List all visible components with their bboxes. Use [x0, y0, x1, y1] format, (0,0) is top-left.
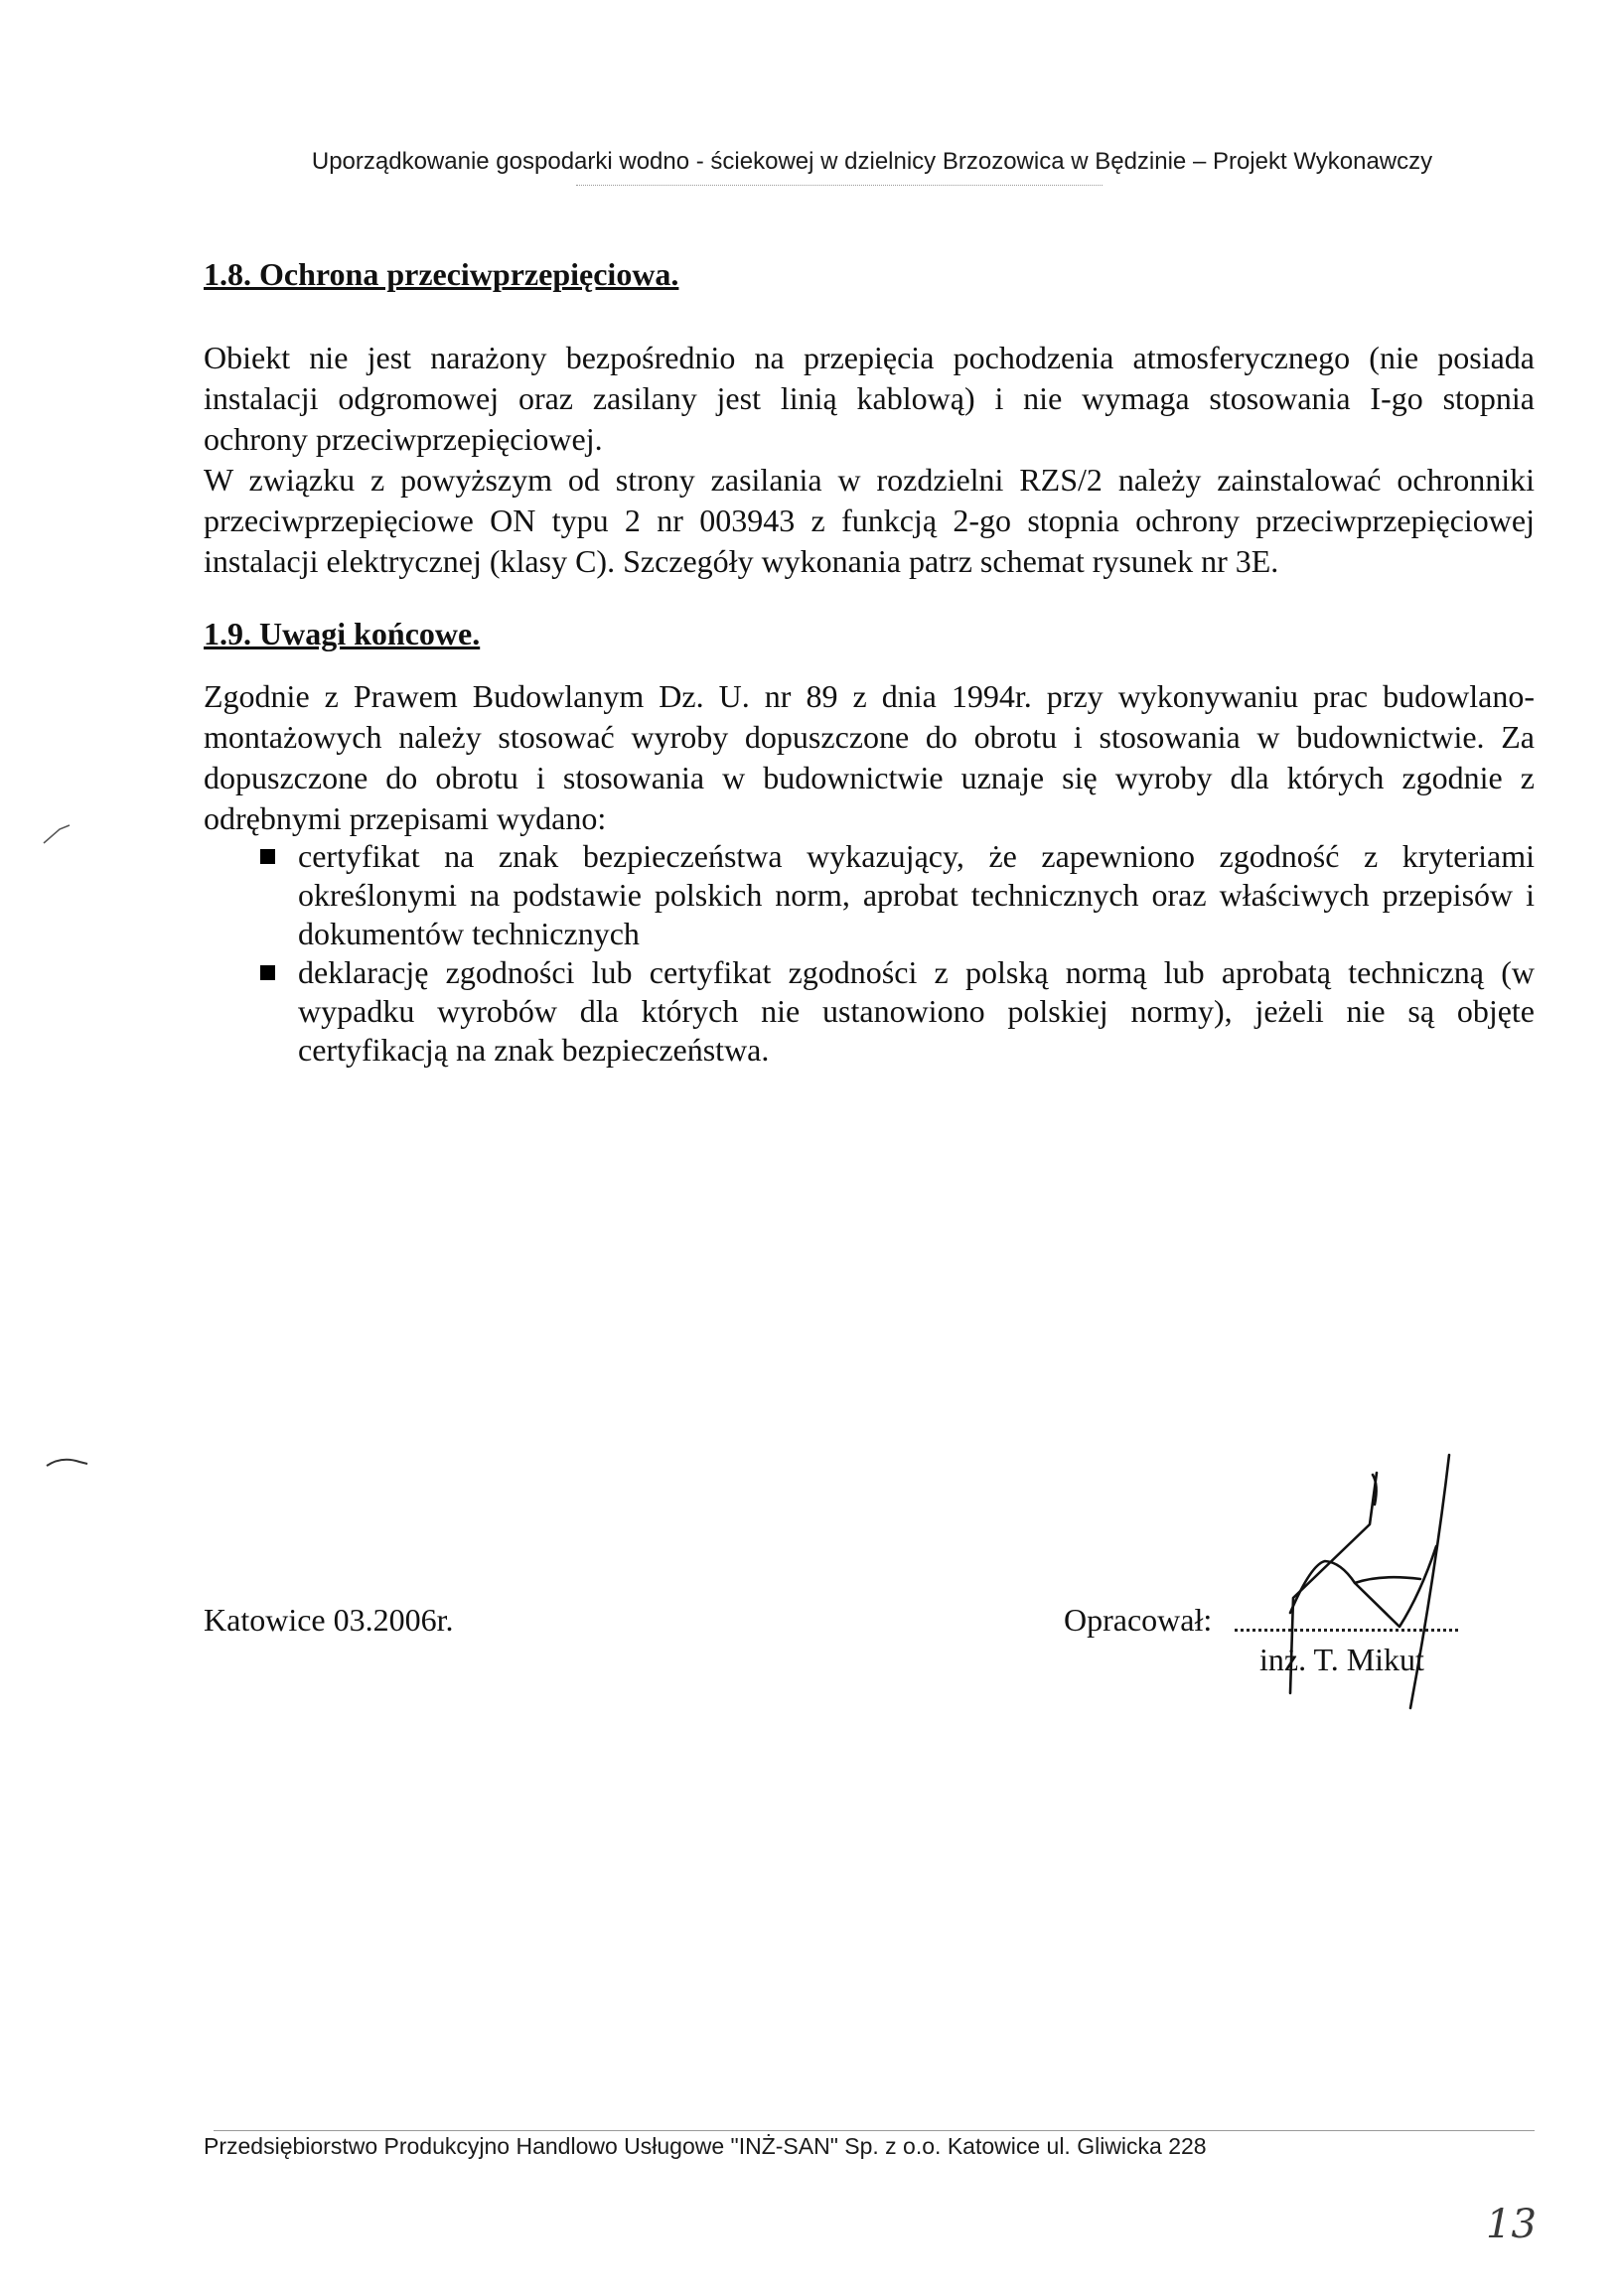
text-line: W związku z powyższym od strony zasilania w rozdzielni RZS/2 należy zainstalować ochronniki: [204, 462, 1535, 498]
text-line: odrębnymi przepisami wydano:: [204, 800, 607, 836]
square-bullet-icon: [260, 849, 275, 864]
header-rule: [576, 185, 1103, 186]
bullet-item: [204, 837, 1535, 953]
text-line: dopuszczone do obrotu i stosowania w budownictwie uznaje się wyroby dla których zgodnie z: [204, 760, 1535, 795]
author-name: inż. T. Mikut: [1259, 1642, 1424, 1677]
bullet-item: [204, 953, 1535, 1070]
text-line: Obiekt nie jest narażony bezpośrednio na przepięcia pochodzenia atmosferycznego (nie posiada: [204, 340, 1535, 375]
section-heading-1-8: 1.8. Ochrona przeciwprzepięciowa.: [204, 256, 679, 292]
running-header: Uporządkowanie gospodarki wodno - ściekowej w dzielnicy Brzozowica w Będzinie – Projekt Wykonawczy: [311, 148, 1433, 175]
section-1-8-body: [204, 338, 1535, 582]
text-line: dokumentów technicznych: [298, 916, 640, 951]
place-date: Katowice 03.2006r.: [204, 1602, 454, 1638]
text-line: wypadku wyrobów dla których nie ustanowiono polskiej normy), jeżeli nie są objęte: [298, 993, 1535, 1029]
text-line: instalacji elektrycznej (klasy C). Szczegóły wykonania patrz schemat rysunek nr 3E.: [204, 543, 1279, 579]
section-1-9-body: [204, 676, 1535, 839]
text-line: przeciwprzepięciowe ON typu 2 nr 003943 z funkcją 2-go stopnia ochrony przeciwprzepięciowej: [204, 502, 1535, 538]
text-line: deklarację zgodności lub certyfikat zgodności z polską normą lub aprobatą techniczną (w: [298, 954, 1535, 990]
text-line: określonymi na podstawie polskich norm, aprobat technicznych oraz właściwych przepisów i: [298, 877, 1535, 913]
text-line: Zgodnie z Prawem Budowlanym Dz. U. nr 89 z dnia 1994r. przy wykonywaniu prac budowlano-: [204, 678, 1535, 714]
handwritten-signature: [1271, 1445, 1470, 1718]
scan-mark: [40, 819, 79, 849]
scan-mark: [44, 1452, 93, 1476]
bullet-list: [204, 837, 1535, 1070]
footer-company: Przedsiębiorstwo Produkcyjno Handlowo Usługowe "INŻ-SAN" Sp. z o.o. Katowice ul. Gliwicka 228: [204, 2133, 1207, 2159]
section-heading-1-9: 1.9. Uwagi końcowe.: [204, 616, 481, 651]
prepared-by-label: Opracował:: [1064, 1602, 1213, 1638]
square-bullet-icon: [260, 965, 275, 980]
text-line: montażowych należy stosować wyroby dopuszczone do obrotu i stosowania w budownictwie. Za: [204, 719, 1535, 755]
text-line: certyfikat na znak bezpieczeństwa wykazujący, że zapewniono zgodność z kryteriami: [298, 838, 1535, 874]
paragraph: [204, 460, 1535, 582]
text-line: ochrony przeciwprzepięciowej.: [204, 421, 603, 457]
text-line: instalacji odgromowej oraz zasilany jest linią kablową) i nie wymaga stosowania I-go stopnia: [204, 380, 1535, 416]
text-line: certyfikacją na znak bezpieczeństwa.: [298, 1032, 770, 1068]
paragraph: [204, 676, 1535, 839]
page-number: 13: [1486, 2202, 1537, 2247]
paragraph: [204, 338, 1535, 460]
